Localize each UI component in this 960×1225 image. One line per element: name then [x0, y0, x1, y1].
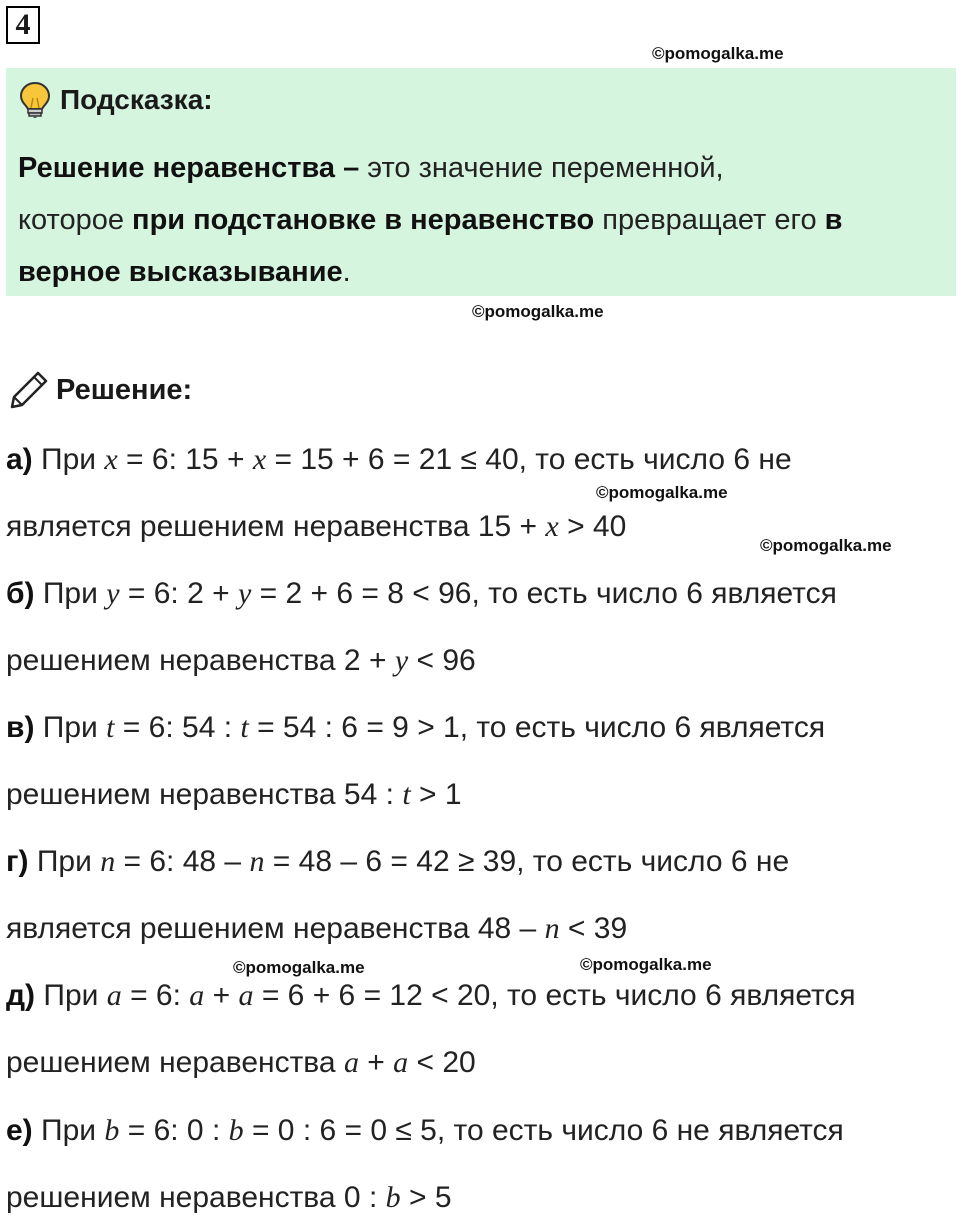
text: = 6: 48 –	[115, 845, 250, 878]
text: +	[204, 979, 239, 1012]
variable: n	[249, 845, 265, 878]
hint-text-3: превращает его	[594, 204, 825, 236]
variable: n	[544, 912, 560, 945]
solution-line-g2	[6, 909, 627, 949]
item-label: в)	[6, 711, 35, 744]
item-label: б)	[6, 577, 35, 610]
solution-title	[8, 368, 192, 412]
task-number: 4	[6, 6, 40, 44]
text: < 96	[408, 644, 476, 677]
solution-line-v2	[6, 775, 462, 815]
solution-title-text: Решение:	[56, 374, 193, 406]
text: > 40	[558, 510, 627, 543]
solution-line-v1	[6, 708, 825, 748]
watermark: ©pomogalka.me	[652, 44, 784, 63]
variable: x	[252, 443, 267, 476]
hint-text-1: это значение переменной,	[359, 152, 724, 184]
variable: x	[545, 510, 559, 543]
solution-line-e1	[6, 1111, 844, 1151]
solution-line-d2	[6, 1043, 476, 1083]
variable: y	[237, 577, 252, 610]
hint-text-2: которое	[18, 204, 133, 236]
text: решением неравенства 0 :	[6, 1181, 386, 1214]
pencil-icon	[8, 369, 50, 411]
text: = 6: 2 +	[119, 577, 238, 610]
solution-line-d1	[6, 976, 856, 1016]
variable: a	[106, 979, 122, 1012]
solution-line-g1	[6, 842, 789, 882]
text: = 6: 15 +	[117, 443, 253, 476]
solution-line-e2	[6, 1178, 452, 1218]
text: решением неравенства 54 :	[6, 778, 403, 811]
variable: y	[106, 577, 120, 610]
text: решением неравенства 2 +	[6, 644, 395, 677]
solution-line-b2	[6, 641, 476, 681]
text: = 6: 0 :	[119, 1114, 229, 1147]
watermark: ©pomogalka.me	[580, 955, 712, 974]
text: < 20	[408, 1046, 476, 1079]
text: При	[32, 443, 105, 476]
text: При	[28, 845, 101, 878]
watermark: ©pomogalka.me	[233, 958, 365, 977]
hint-bold-2: при подстановке в неравенство	[132, 204, 595, 236]
variable: a	[238, 979, 254, 1012]
item-label: е)	[6, 1114, 33, 1147]
text: = 48 – 6 = 42 ≥ 39, то есть число 6 не	[264, 845, 790, 878]
variable: t	[402, 778, 411, 811]
hint-bold-3: в	[824, 204, 843, 236]
lightbulb-icon	[18, 81, 52, 119]
variable: x	[104, 443, 118, 476]
hint-text-4: .	[342, 256, 351, 288]
text: решением неравенства	[6, 1046, 344, 1079]
solution-line-b1	[6, 574, 837, 614]
text: = 54 : 6 = 9 > 1, то есть число 6 является	[248, 711, 826, 744]
text: +	[358, 1046, 394, 1079]
text: = 6:	[121, 979, 190, 1012]
text: = 6 + 6 = 12 < 20, то есть число 6 является	[253, 979, 856, 1012]
variable: n	[100, 845, 116, 878]
text: является решением неравенства 48 –	[6, 912, 545, 945]
watermark: ©pomogalka.me	[760, 536, 892, 555]
solution-line-a1	[6, 440, 792, 480]
hint-text	[18, 142, 950, 298]
item-label: а)	[6, 443, 33, 476]
watermark: ©pomogalka.me	[472, 302, 604, 321]
variable: y	[394, 644, 409, 677]
variable: b	[385, 1181, 401, 1214]
variable: a	[189, 979, 205, 1012]
text: > 1	[410, 778, 462, 811]
text: При	[34, 577, 107, 610]
item-label: г)	[6, 845, 29, 878]
text: является решением неравенства 15 +	[6, 510, 546, 543]
hint-bold-4: верное высказывание	[18, 256, 343, 288]
variable: a	[393, 1046, 409, 1079]
hint-bold-1: Решение неравенства –	[18, 152, 360, 184]
text: > 5	[400, 1181, 452, 1214]
text: При	[32, 1114, 105, 1147]
variable: t	[106, 711, 115, 744]
text: = 15 + 6 = 21 ≤ 40, то есть число 6 не	[266, 443, 792, 476]
watermark: ©pomogalka.me	[596, 483, 728, 502]
text: = 6: 54 :	[114, 711, 241, 744]
item-label: д)	[6, 979, 36, 1012]
text: При	[34, 711, 107, 744]
text: = 0 : 6 = 0 ≤ 5, то есть число 6 не является	[243, 1114, 844, 1147]
text: = 2 + 6 = 8 < 96, то есть число 6 является	[251, 577, 837, 610]
text: < 39	[559, 912, 628, 945]
solution-line-a2	[6, 507, 626, 547]
variable: t	[240, 711, 249, 744]
hint-title	[18, 80, 213, 120]
variable: b	[104, 1114, 120, 1147]
hint-title-text: Подсказка:	[60, 84, 213, 115]
variable: b	[228, 1114, 244, 1147]
variable: a	[343, 1046, 359, 1079]
text: При	[35, 979, 107, 1012]
